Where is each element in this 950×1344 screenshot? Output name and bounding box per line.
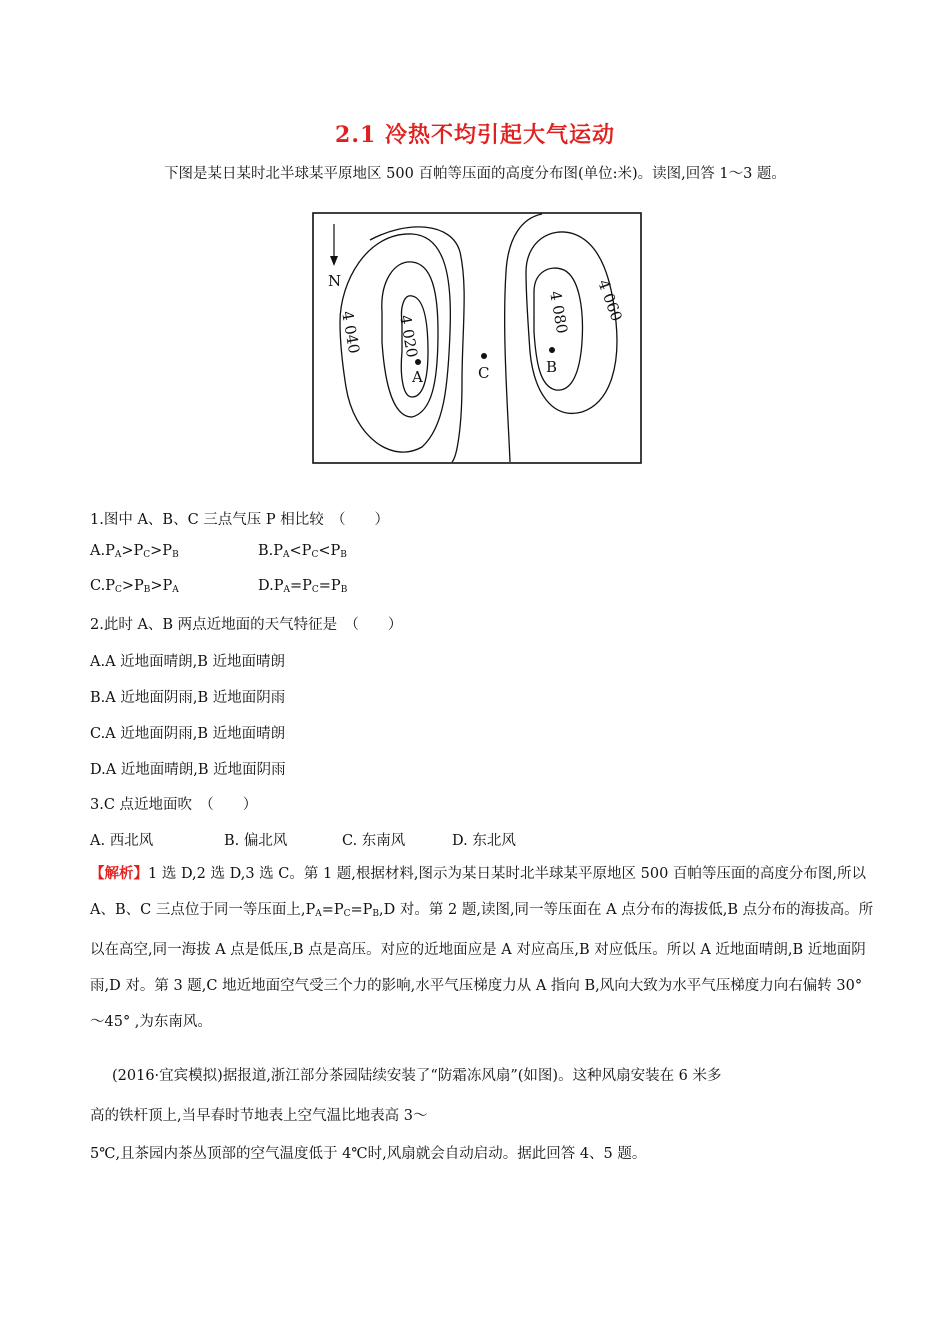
q2-stem: 2.此时 A、B 两点近地面的天气特征是 （ ）: [90, 617, 403, 633]
passage2-line3: 5℃,且茶园内茶丛顶部的空气温度低于 4℃时,风扇就会自动启动。据此回答 4、5 题。: [90, 1146, 647, 1162]
q1-option-d: $D.P_A=P_C=P_B$: [258, 578, 348, 595]
q3-option-b: B. 偏北风: [224, 833, 288, 849]
q3-option-a: A. 西北风: [90, 833, 154, 849]
q2-option-b: B.A 近地面阴雨,B 近地面阴雨: [90, 690, 286, 706]
q3-options: [90, 829, 516, 850]
map-frame: [313, 213, 641, 463]
q1-option-c: $C.P_C>P_B>P_A$: [90, 578, 179, 595]
q3-option-d: D. 东北风: [452, 833, 516, 849]
contour-label-4040: 4 040: [338, 309, 364, 355]
page-title: 2.1 冷热不均引起大气运动: [335, 122, 615, 148]
contour-label-4060: 4 060: [594, 277, 626, 324]
isobaric-surface-map: [312, 212, 642, 464]
contour-label-4080: 4 080: [546, 289, 572, 335]
point-b-marker: [549, 347, 555, 353]
contour-label-4020: 4 020: [396, 313, 422, 359]
point-c-marker: [481, 353, 487, 359]
point-c-label: C: [478, 364, 490, 382]
point-a-label: A: [412, 368, 423, 386]
q2-option-c: C.A 近地面阴雨,B 近地面晴朗: [90, 726, 286, 742]
q2-option-d: D.A 近地面晴朗,B 近地面阴雨: [90, 762, 286, 778]
analysis-tag: 【解析】: [90, 865, 148, 882]
analysis-paragraph: 【解析】1 选 D,2 选 D,3 选 C。第 1 题,根据材料,图示为某日某时北半球某平原地区 500 百帕等压面的高度分布图,所以 A、B、C 三点位于同一等压面上$,P_A=P_C=P_B,D$ 对。第 2 题,读图,同一等压面在 A 点分布的海拔低,B 点分布的海拔高。所以在高空,同一海拔 A 点是低压,B 点是高压。对应的近地面应是 A 对应高压,B 对应低压。所以 A 近地面晴朗,B 近地面阴雨,D 对。第 3 题,C 地近地面空气受三个力的影响,水平气压梯度力从 A 指向 B,风向大致为水平气压梯度力向右偏转 30° ～45° ,为东南风。: [90, 865, 874, 1030]
q1-stem: 1.图中 A、B、C 三点气压 P 相比较 （ ）: [90, 512, 389, 528]
passage2-line1: (2016·宜宾模拟)据报道,浙江部分茶园陆续安装了“防霜冻风扇”(如图)。这种风扇安装在 6 米多: [112, 1068, 722, 1084]
point-b-label: B: [546, 358, 558, 376]
q2-option-a: A.A 近地面晴朗,B 近地面晴朗: [90, 654, 286, 670]
q1-option-b: $B.P_A<P_C<P_B$: [258, 543, 347, 560]
point-a-marker: [415, 359, 421, 365]
intro-text: 下图是某日某时北半球某平原地区 500 百帕等压面的高度分布图(单位:米)。读图,回答 1～3 题。: [164, 166, 786, 182]
passage2-line2: 高的铁杆顶上,当早春时节地表上空气温比地表高 3～: [90, 1108, 428, 1124]
q3-stem: 3.C 点近地面吹 （ ）: [90, 797, 258, 813]
north-label: N: [328, 272, 342, 290]
q1-option-a: $A.P_A>P_C>P_B$: [90, 543, 179, 560]
q3-option-c: C. 东南风: [342, 833, 406, 849]
